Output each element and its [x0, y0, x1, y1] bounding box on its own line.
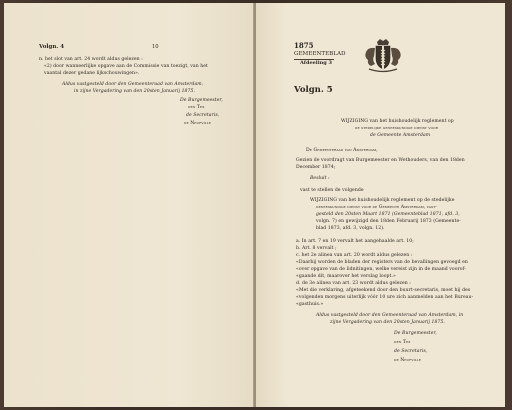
vast-label: vast te stellen de volgende [300, 188, 364, 193]
left-line-1: n. het slot van art. 24 wordt aldus gelezen : [39, 57, 143, 62]
change-line-4: «Daarbij worden de bladen der registers van de bevallingen gevoegd en [296, 260, 468, 265]
change-line-1: a. In art. 7 en 19 vervalt het aangehaalde art. 10; [296, 239, 414, 244]
left-sign-name: den Tex [188, 105, 205, 110]
change-line-3: c. het 2e alinea van art. 20 wordt aldus gelezen : [296, 253, 413, 258]
right-year: 1875 [294, 41, 314, 50]
raad-heading: De Gemeenteraad van Amsterdam, [306, 148, 378, 153]
left-secretary-title: de Secretaris, [186, 113, 220, 118]
right-sign-title: De Burgemeester, [394, 331, 437, 336]
gezien-line-1: Gezien de voordragt van Burgemeester en Wethouders, van den 18den [296, 158, 465, 163]
change-line-9: «volgenden morgens uiterlijk vóór 10 ure zich aanmelden aan het Bureau- [296, 295, 474, 300]
right-closing-2: zijne Vergadering van den 20sten Januarij 1875. [330, 320, 445, 325]
change-line-7: d. de 3e alinea van art. 23 wordt aldus gelezen : [296, 281, 411, 286]
right-closing-1: Aldus vastgesteld door den Gemeenteraad van Amsterdam, in [316, 313, 464, 318]
title-line-2: de stedelijke geneeskundige dienst voor [355, 126, 438, 131]
left-line-3: vaantal dezer gedane lijkschouwingen». [44, 71, 140, 76]
right-secretary-name: de Neufville [394, 358, 422, 363]
change-line-8: «Met die verklaring, afgeteekend door den buurt-secretaris, moet hij des [296, 288, 471, 293]
gezien-line-2: December 1874; [296, 165, 336, 170]
amsterdam-coat-of-arms-icon [361, 38, 405, 74]
block-line-3: gesteld den 20sten Maart 1871 (Gemeenteblad 1871, afd. 3, [316, 212, 460, 217]
right-volgno: Volgn. 5 [294, 85, 333, 95]
left-closing-1: Aldus vastgesteld door den Gemeenteraad van Amsterdam, [62, 82, 204, 87]
right-afdeeling: Afdeeling 3 [300, 60, 332, 66]
change-line-2: b. Art. 8 vervalt ; [296, 246, 337, 251]
change-line-10: «gasthuis.» [296, 302, 324, 307]
left-page-number: 10 [152, 44, 159, 50]
right-sign-name: den Tex [394, 340, 411, 345]
left-volgno: Volgn. 4 [39, 44, 65, 50]
besluit-label: Besluit : [310, 176, 330, 181]
block-line-5: blad 1873, afd. 3, volgn. 12). [316, 226, 385, 231]
left-line-2: «2) door wanneerlijke opgave aan de Commissie van toezigt, van het [44, 64, 208, 69]
block-line-2: geneeskundige dienst voor de Gemeente Amsterdam, vast- [316, 205, 437, 210]
left-closing-2: in zijne Vergadering van den 20sten Januarij 1875. [74, 89, 195, 94]
left-secretary-name: de Neufville [184, 121, 212, 126]
title-line-3: de Gemeente Amsterdam [370, 133, 431, 138]
change-line-5: «over opgave van de lidnitingen, welke vereist zijn in de maand voorof- [296, 267, 466, 272]
right-gemeenteblad: GEMEENTEBLAD [294, 51, 346, 57]
block-line-4: volgn. 7) en gewijzigd den 18den Februarij 1873 (Gemeente- [316, 219, 461, 224]
right-secretary-title: de Secretaris, [394, 349, 428, 354]
change-line-6: «gaande dit, maarover het verslag loopt.» [296, 274, 396, 279]
title-line-1: WIJZIGING van het huishoudelijk reglement op [341, 119, 454, 124]
block-line-1: WIJZIGING van het huishoudelijk reglement op de stedelijke [310, 198, 455, 203]
left-sign-title: De Burgemeester, [180, 98, 223, 103]
